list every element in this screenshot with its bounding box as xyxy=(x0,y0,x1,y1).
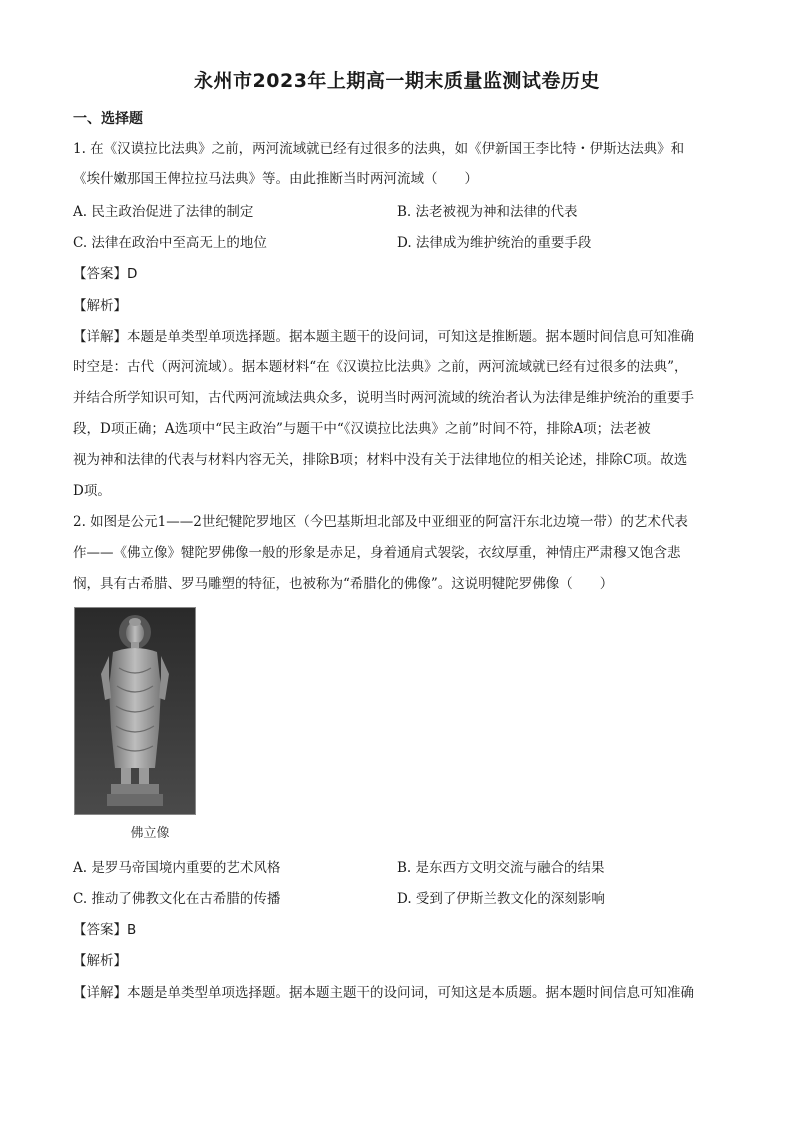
q1-detail-line: 【详解】本题是单类型单项选择题。据本题主题干的设问词，可知这是推断题。据本题时间信息可知准确 xyxy=(73,329,694,345)
q1-detail-line: 段，D项正确；A选项中“民主政治”与题干中“《汉谟拉比法典》之前”时间不符，排除A项；法老被 xyxy=(73,421,651,437)
q1-detail-line: D项。 xyxy=(73,483,111,499)
q1-answer: 【答案】D xyxy=(73,266,138,282)
q2-answer: 【答案】B xyxy=(73,922,137,938)
q2-stem-line: 2. 如图是公元1——2世纪犍陀罗地区（今巴基斯坦北部及中亚细亚的阿富汗东北边境一带）的艺术代表 xyxy=(73,514,688,530)
section-heading: 一、选择题 xyxy=(73,111,143,127)
q2-detail-line: 【详解】本题是单类型单项选择题。据本题主题干的设问词，可知这是本质题。据本题时间信息可知准确 xyxy=(73,985,694,1001)
q2-option-a: A. 是罗马帝国境内重要的艺术风格 xyxy=(73,860,281,876)
q1-detail-line: 时空是：古代（两河流域）。据本题材料“在《汉谟拉比法典》之前，两河流域就已经有过很多的法典”， xyxy=(73,359,688,375)
q2-analysis-label: 【解析】 xyxy=(73,953,127,969)
q2-stem-line: 悯，具有古希腊、罗马雕塑的特征，也被称为“希腊化的佛像”。这说明犍陀罗佛像（ ） xyxy=(73,576,614,592)
q2-option-b: B. 是东西方文明交流与融合的结果 xyxy=(397,860,605,876)
q1-detail-line: 并结合所学知识可知，古代两河流域法典众多，说明当时两河流域的统治者认为法律是维护统治的重要手 xyxy=(73,390,694,406)
page-title: 永州市2023年上期高一期末质量监测试卷历史 xyxy=(194,70,600,92)
q1-stem-line2: 《埃什嫩那国王俾拉拉马法典》等。由此推断当时两河流域（ ） xyxy=(73,171,478,187)
q2-option-c: C. 推动了佛教文化在古希腊的传播 xyxy=(73,891,281,907)
buddha-statue-image xyxy=(74,607,196,815)
q1-detail-line: 视为神和法律的代表与材料内容无关，排除B项；材料中没有关于法律地位的相关论述，排除C项。故选 xyxy=(73,452,688,468)
q2-option-d: D. 受到了伊斯兰教文化的深刻影响 xyxy=(397,891,605,907)
buddha-statue-drawing xyxy=(75,608,195,814)
q1-option-d: D. 法律成为维护统治的重要手段 xyxy=(397,235,592,251)
figure-caption: 佛立像 xyxy=(130,826,170,841)
q1-stem-line1: 1. 在《汉谟拉比法典》之前，两河流域就已经有过很多的法典，如《伊新国王李比特・伊斯达法典》和 xyxy=(73,141,685,157)
q2-stem-line: 作——《佛立像》犍陀罗佛像一般的形象是赤足，身着通肩式袈裟，衣纹厚重，神情庄严肃穆又饱含悲 xyxy=(73,545,681,561)
q1-option-c: C. 法律在政治中至高无上的地位 xyxy=(73,235,267,251)
q1-option-a: A. 民主政治促进了法律的制定 xyxy=(73,204,254,220)
q1-analysis-label: 【解析】 xyxy=(73,298,127,314)
q1-option-b: B. 法老被视为神和法律的代表 xyxy=(397,204,578,220)
